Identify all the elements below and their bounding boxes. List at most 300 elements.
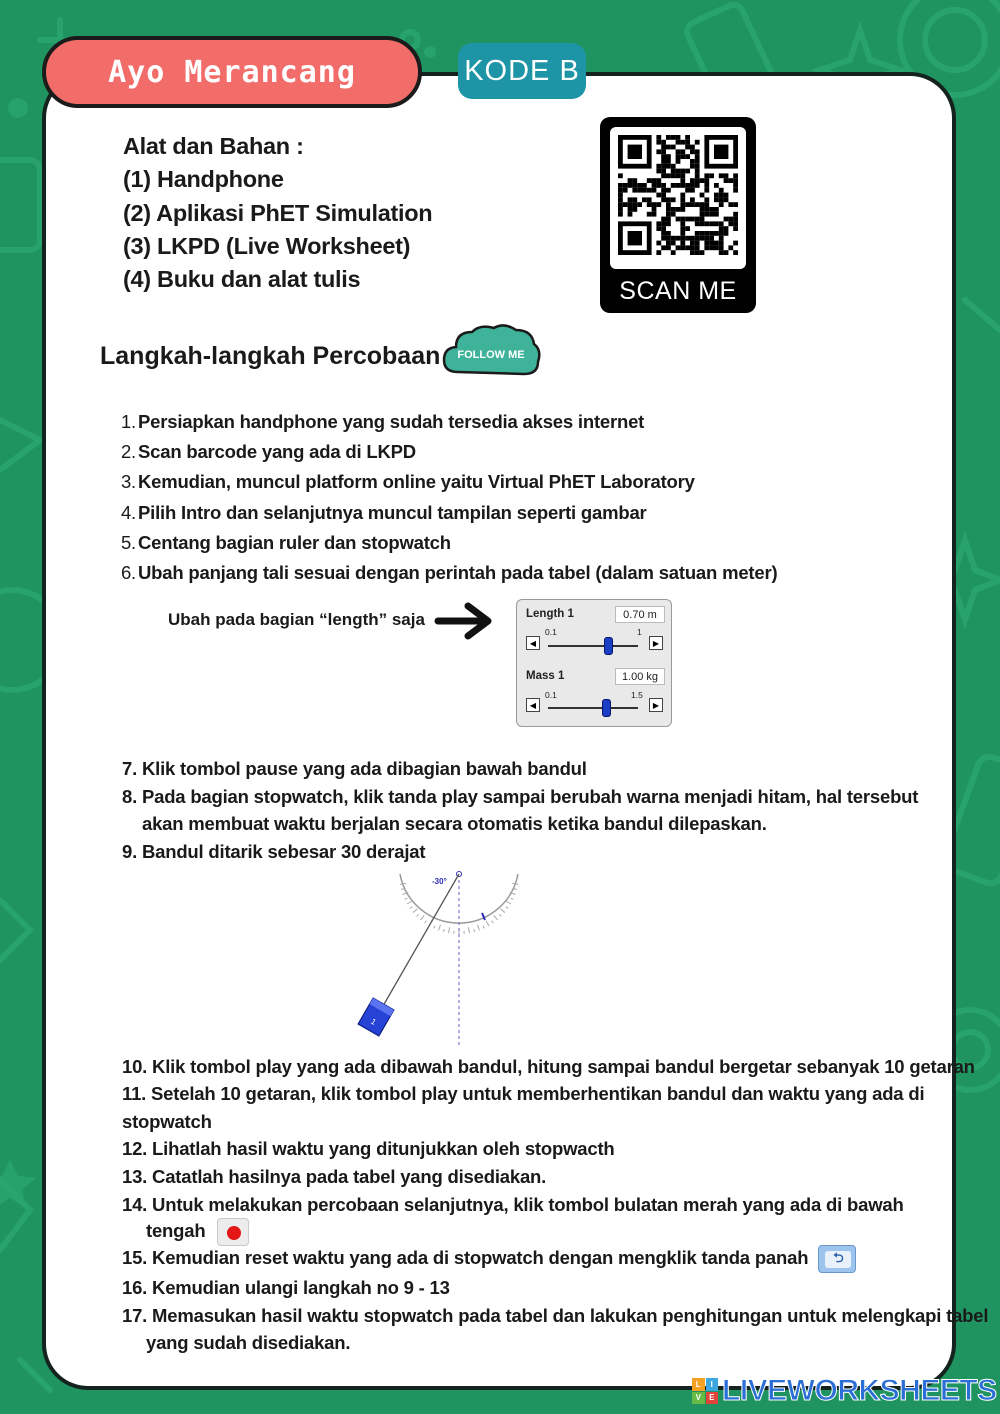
record-button-icon xyxy=(217,1218,249,1246)
qr-module xyxy=(709,207,714,212)
qr-module xyxy=(666,188,671,193)
qr-module xyxy=(685,226,690,231)
protractor-tick xyxy=(434,926,435,929)
step-item-continued: akan membuat waktu berjalan secara otomatis ketika bandul dilepaskan. xyxy=(142,813,767,834)
qr-module xyxy=(695,202,700,207)
qr-module xyxy=(647,178,652,183)
qr-module xyxy=(656,149,661,154)
qr-module xyxy=(656,226,661,231)
qr-module xyxy=(685,236,690,241)
protractor-tick xyxy=(400,883,406,884)
qr-module xyxy=(733,173,738,178)
qr-module xyxy=(700,193,705,198)
qr-module xyxy=(647,212,652,217)
qr-module xyxy=(623,188,628,193)
qr-module xyxy=(690,250,695,255)
qr-module xyxy=(690,145,695,150)
mass-label: Mass 1 xyxy=(526,670,565,682)
qr-module xyxy=(714,197,719,202)
step-item: 10. Klik tombol play yang ada dibawah bandul, hitung sampai bandul bergetar sebanyak 10 getaran xyxy=(122,1056,975,1077)
qr-module xyxy=(656,183,661,188)
protractor-tick xyxy=(483,926,484,929)
qr-module xyxy=(719,236,724,241)
qr-module xyxy=(680,226,685,231)
qr-module xyxy=(709,231,714,236)
pendulum-string xyxy=(383,874,459,1006)
qr-module xyxy=(618,193,623,198)
qr-module xyxy=(685,188,690,193)
protractor-tick xyxy=(486,921,489,926)
qr-module xyxy=(690,159,695,164)
length-instruction: Ubah pada bagian “length” saja xyxy=(168,610,425,629)
liveworksheets-logo-icon xyxy=(692,1378,718,1404)
qr-module xyxy=(733,188,738,193)
qr-module xyxy=(680,149,685,154)
qr-module xyxy=(680,183,685,188)
qr-module xyxy=(714,193,719,198)
qr-module xyxy=(632,183,637,188)
qr-module xyxy=(656,193,661,198)
qr-module xyxy=(647,188,652,193)
length-decrease-button[interactable]: ◀ xyxy=(526,636,540,650)
qr-module xyxy=(666,154,671,159)
protractor-tick xyxy=(410,907,412,909)
qr-module xyxy=(637,188,642,193)
pendulum-bob xyxy=(358,998,394,1036)
qr-module xyxy=(661,245,666,250)
qr-code-card[interactable] xyxy=(600,117,756,313)
qr-module xyxy=(680,245,685,250)
qr-module xyxy=(680,173,685,178)
qr-module xyxy=(656,135,661,140)
qr-module xyxy=(656,169,661,174)
qr-module xyxy=(666,241,671,246)
materials-item: (1) Handphone xyxy=(123,166,284,193)
qr-module xyxy=(724,231,729,236)
qr-module xyxy=(661,140,666,145)
qr-module xyxy=(704,241,709,246)
protractor-tick xyxy=(405,898,408,899)
qr-module xyxy=(719,193,724,198)
step-text: Persiapkan handphone yang sudah tersedia akses internet xyxy=(138,411,645,432)
qr-module xyxy=(661,173,666,178)
step-item xyxy=(120,562,777,584)
mass-increase-button[interactable]: ▶ xyxy=(649,698,663,712)
qr-module xyxy=(680,202,685,207)
qr-module xyxy=(628,202,633,207)
qr-module xyxy=(724,250,729,255)
qr-module xyxy=(719,250,724,255)
qr-module xyxy=(733,226,738,231)
qr-module xyxy=(704,202,709,207)
qr-module xyxy=(661,145,666,150)
qr-module xyxy=(695,178,700,183)
qr-module xyxy=(676,173,681,178)
qr-module xyxy=(671,250,676,255)
qr-module xyxy=(661,197,666,202)
qr-module xyxy=(680,154,685,159)
qr-module xyxy=(709,236,714,241)
qr-module xyxy=(704,178,709,183)
qr-module xyxy=(676,217,681,222)
qr-module xyxy=(714,241,719,246)
qr-module xyxy=(656,140,661,145)
protractor-tick xyxy=(407,901,412,904)
step-item xyxy=(120,471,695,493)
qr-module xyxy=(618,188,623,193)
qr-module xyxy=(695,169,700,174)
qr-module xyxy=(704,245,709,250)
step-number: 5. xyxy=(120,532,136,553)
qr-module xyxy=(676,159,681,164)
qr-finder-pattern xyxy=(628,145,642,159)
qr-module xyxy=(704,188,709,193)
qr-module xyxy=(695,140,700,145)
protractor-tick xyxy=(492,921,494,923)
qr-module xyxy=(709,212,714,217)
qr-module xyxy=(690,217,695,222)
length-value[interactable]: 0.70 m xyxy=(615,606,665,623)
mass-slider-track[interactable] xyxy=(548,707,638,709)
qr-module xyxy=(628,178,633,183)
mass-value[interactable]: 1.00 kg xyxy=(615,668,665,685)
qr-module xyxy=(690,197,695,202)
qr-module xyxy=(671,212,676,217)
step-item-continued xyxy=(146,1218,249,1246)
step-text: Kemudian, muncul platform online yaitu Virtual PhET Laboratory xyxy=(138,471,695,492)
step-item-continued: yang sudah disediakan. xyxy=(146,1332,351,1353)
logo-letter: E xyxy=(706,1392,719,1405)
qr-module xyxy=(666,164,671,169)
qr-module xyxy=(709,173,714,178)
step-number: 2. xyxy=(120,441,136,462)
qr-module xyxy=(652,178,657,183)
qr-module xyxy=(700,236,705,241)
step-item: 14. Untuk melakukan percobaan selanjutnya, klik tombol bulatan merah yang ada di bawah xyxy=(122,1194,904,1215)
qr-module xyxy=(690,149,695,154)
protractor-tick xyxy=(494,915,498,920)
qr-module xyxy=(690,164,695,169)
qr-module xyxy=(690,245,695,250)
step-item xyxy=(120,532,451,554)
qr-module xyxy=(719,231,724,236)
qr-module xyxy=(652,183,657,188)
qr-module xyxy=(642,197,647,202)
protractor-tick xyxy=(506,901,511,904)
qr-module xyxy=(719,241,724,246)
step-text: 15. Kemudian reset waktu yang ada di stopwatch dengan mengklik tanda panah xyxy=(122,1246,809,1268)
step-item: 17. Memasukan hasil waktu stopwatch pada tabel dan lakukan penghitungan untuk melengkapi tabel xyxy=(122,1305,989,1326)
qr-module xyxy=(700,212,705,217)
qr-module xyxy=(656,241,661,246)
qr-module xyxy=(661,188,666,193)
qr-module xyxy=(680,197,685,202)
qr-module xyxy=(628,197,633,202)
protractor-ticks xyxy=(400,883,518,934)
qr-module xyxy=(676,169,681,174)
length-slider-track[interactable] xyxy=(548,645,638,647)
qr-module xyxy=(666,159,671,164)
qr-module xyxy=(656,202,661,207)
qr-module xyxy=(724,173,729,178)
qr-module xyxy=(680,207,685,212)
qr-module xyxy=(666,245,671,250)
qr-module xyxy=(680,140,685,145)
qr-module xyxy=(618,173,623,178)
step-item: 8. Pada bagian stopwatch, klik tanda play sampai berubah warna menjadi hitam, hal tersebut xyxy=(122,786,919,807)
code-badge: KODE B xyxy=(458,43,586,99)
qr-module xyxy=(632,178,637,183)
qr-module xyxy=(676,149,681,154)
qr-module xyxy=(733,250,738,255)
qr-module xyxy=(661,221,666,226)
mass-max-tick: 1.5 xyxy=(631,690,643,700)
qr-module xyxy=(700,207,705,212)
mass-decrease-button[interactable]: ◀ xyxy=(526,698,540,712)
protractor-tick xyxy=(506,907,508,909)
qr-finder-pattern xyxy=(714,145,728,159)
protractor-tick xyxy=(512,883,518,884)
step-text: Centang bagian ruler dan stopwatch xyxy=(138,532,451,553)
step-item: 7. Klik tombol pause yang ada dibagian bawah bandul xyxy=(122,758,587,779)
qr-module xyxy=(714,231,719,236)
step-item: 11. Setelah 10 getaran, klik tombol play untuk memberhentikan bandul dan waktu yang ada di xyxy=(122,1083,925,1104)
materials-item: (3) LKPD (Live Worksheet) xyxy=(123,232,411,259)
qr-code-image xyxy=(610,127,746,269)
qr-module xyxy=(676,207,681,212)
qr-module xyxy=(685,140,690,145)
qr-module xyxy=(652,207,657,212)
svg-text:1: 1 xyxy=(369,1016,378,1027)
qr-module xyxy=(671,145,676,150)
watermark-text: LIVEWORKSHEETS xyxy=(722,1374,997,1407)
qr-module xyxy=(719,197,724,202)
qr-finder-pattern xyxy=(628,231,642,245)
materials-list xyxy=(123,130,432,296)
protractor-tick xyxy=(449,927,450,933)
qr-module xyxy=(733,178,738,183)
qr-module xyxy=(652,212,657,217)
mass-min-tick: 0.1 xyxy=(545,690,557,700)
protractor-tick xyxy=(499,914,501,916)
qr-code[interactable] xyxy=(610,127,746,269)
step-text: Ubah panjang tali sesuai dengan perintah pada tabel (dalam satuan meter) xyxy=(138,562,778,583)
qr-module xyxy=(685,183,690,188)
qr-module xyxy=(700,217,705,222)
qr-module xyxy=(724,193,729,198)
qr-module xyxy=(695,217,700,222)
qr-module xyxy=(632,197,637,202)
step-number: 1. xyxy=(120,411,136,432)
qr-module xyxy=(680,217,685,222)
qr-module xyxy=(652,202,657,207)
qr-module xyxy=(666,231,671,236)
qr-module xyxy=(676,154,681,159)
qr-module xyxy=(671,241,676,246)
step-item: 13. Catatlah hasilnya pada tabel yang disediakan. xyxy=(122,1166,547,1187)
qr-module xyxy=(733,183,738,188)
step-item xyxy=(120,441,416,463)
materials-item: (2) Aplikasi PhET Simulation xyxy=(123,199,433,226)
protractor-tick xyxy=(500,909,505,913)
qr-module xyxy=(676,183,681,188)
qr-module xyxy=(695,231,700,236)
qr-module xyxy=(695,221,700,226)
qr-module xyxy=(695,245,700,250)
step-text: Pilih Intro dan selanjutnya muncul tampilan seperti gambar xyxy=(138,502,647,523)
step-number: 4. xyxy=(120,502,136,523)
qr-module xyxy=(671,197,676,202)
qr-module xyxy=(680,236,685,241)
qr-module xyxy=(728,245,733,250)
qr-module xyxy=(695,250,700,255)
qr-module xyxy=(671,164,676,169)
qr-module xyxy=(666,135,671,140)
qr-module xyxy=(661,159,666,164)
qr-module xyxy=(728,221,733,226)
qr-module xyxy=(676,135,681,140)
qr-module xyxy=(685,245,690,250)
qr-module xyxy=(637,202,642,207)
qr-module xyxy=(623,202,628,207)
qr-scan-label: SCAN ME xyxy=(619,276,737,305)
protractor-tick xyxy=(514,889,517,890)
qr-module xyxy=(642,183,647,188)
qr-module xyxy=(671,207,676,212)
mass-slider-thumb[interactable] xyxy=(602,699,611,717)
qr-module xyxy=(666,217,671,222)
qr-module xyxy=(671,236,676,241)
phet-parameter-panel xyxy=(516,599,672,727)
qr-module xyxy=(700,250,705,255)
qr-module xyxy=(656,250,661,255)
qr-module xyxy=(661,164,666,169)
qr-module xyxy=(680,193,685,198)
qr-module xyxy=(671,135,676,140)
liveworksheets-watermark[interactable] xyxy=(692,1374,997,1408)
step-text: Scan barcode yang ada di LKPD xyxy=(138,441,416,462)
logo-letter: I xyxy=(706,1378,719,1391)
qr-module xyxy=(719,173,724,178)
qr-module xyxy=(714,183,719,188)
qr-module xyxy=(695,159,700,164)
steps-heading: Langkah-langkah Percobaan xyxy=(100,342,441,370)
qr-module xyxy=(642,188,647,193)
qr-module xyxy=(714,245,719,250)
length-label: Length 1 xyxy=(526,608,574,620)
qr-module xyxy=(695,149,700,154)
qr-module xyxy=(695,241,700,246)
qr-module xyxy=(724,226,729,231)
protractor-tick xyxy=(474,929,475,932)
qr-module xyxy=(685,135,690,140)
qr-module xyxy=(661,183,666,188)
qr-module xyxy=(661,236,666,241)
qr-module xyxy=(724,217,729,222)
qr-module xyxy=(661,149,666,154)
length-slider-thumb[interactable] xyxy=(604,637,613,655)
qr-module xyxy=(676,245,681,250)
qr-module xyxy=(666,202,671,207)
qr-module xyxy=(685,202,690,207)
protractor-tick xyxy=(417,914,419,916)
qr-module xyxy=(695,173,700,178)
qr-module xyxy=(652,188,657,193)
qr-module xyxy=(709,245,714,250)
qr-module xyxy=(661,217,666,222)
qr-module xyxy=(690,188,695,193)
qr-module xyxy=(695,236,700,241)
qr-module xyxy=(695,183,700,188)
qr-module xyxy=(666,197,671,202)
qr-module xyxy=(656,178,661,183)
qr-module xyxy=(666,212,671,217)
step-item xyxy=(122,1245,856,1273)
protractor-tick xyxy=(443,929,444,932)
qr-module xyxy=(680,241,685,246)
qr-module xyxy=(618,212,623,217)
qr-module xyxy=(728,217,733,222)
logo-letter: L xyxy=(692,1378,705,1391)
qr-module xyxy=(680,231,685,236)
qr-module xyxy=(728,178,733,183)
qr-module xyxy=(680,221,685,226)
qr-module xyxy=(714,207,719,212)
qr-module xyxy=(628,212,633,217)
step-number: 3. xyxy=(120,471,136,492)
qr-module xyxy=(618,202,623,207)
qr-module xyxy=(671,169,676,174)
qr-module xyxy=(700,221,705,226)
length-increase-button[interactable]: ▶ xyxy=(649,636,663,650)
protractor-tick xyxy=(438,925,440,931)
step-number: 6. xyxy=(120,562,136,583)
qr-module xyxy=(685,154,690,159)
qr-module xyxy=(661,231,666,236)
reset-arrow-icon: ⮌ xyxy=(818,1245,856,1273)
qr-module xyxy=(666,236,671,241)
qr-module xyxy=(695,164,700,169)
qr-module xyxy=(704,173,709,178)
qr-module xyxy=(637,183,642,188)
follow-me-badge xyxy=(440,322,544,382)
qr-module xyxy=(680,178,685,183)
protractor-tick xyxy=(425,921,427,923)
step-item xyxy=(120,502,647,524)
qr-module xyxy=(628,207,633,212)
qr-module xyxy=(647,202,652,207)
qr-module xyxy=(714,212,719,217)
qr-module xyxy=(680,169,685,174)
qr-module xyxy=(690,202,695,207)
qr-module xyxy=(704,221,709,226)
qr-module xyxy=(632,188,637,193)
qr-module xyxy=(656,164,661,169)
qr-module xyxy=(666,173,671,178)
length-max-tick: 1 xyxy=(637,627,642,637)
qr-module xyxy=(676,236,681,241)
qr-module xyxy=(656,221,661,226)
qr-module xyxy=(618,207,623,212)
qr-module xyxy=(661,193,666,198)
step-item: 16. Kemudian ulangi langkah no 9 - 13 xyxy=(122,1277,450,1298)
protractor-tick xyxy=(477,925,479,931)
qr-module xyxy=(704,231,709,236)
angle-label: -30° xyxy=(432,877,447,886)
qr-module xyxy=(623,183,628,188)
length-min-tick: 0.1 xyxy=(545,627,557,637)
qr-module xyxy=(733,241,738,246)
